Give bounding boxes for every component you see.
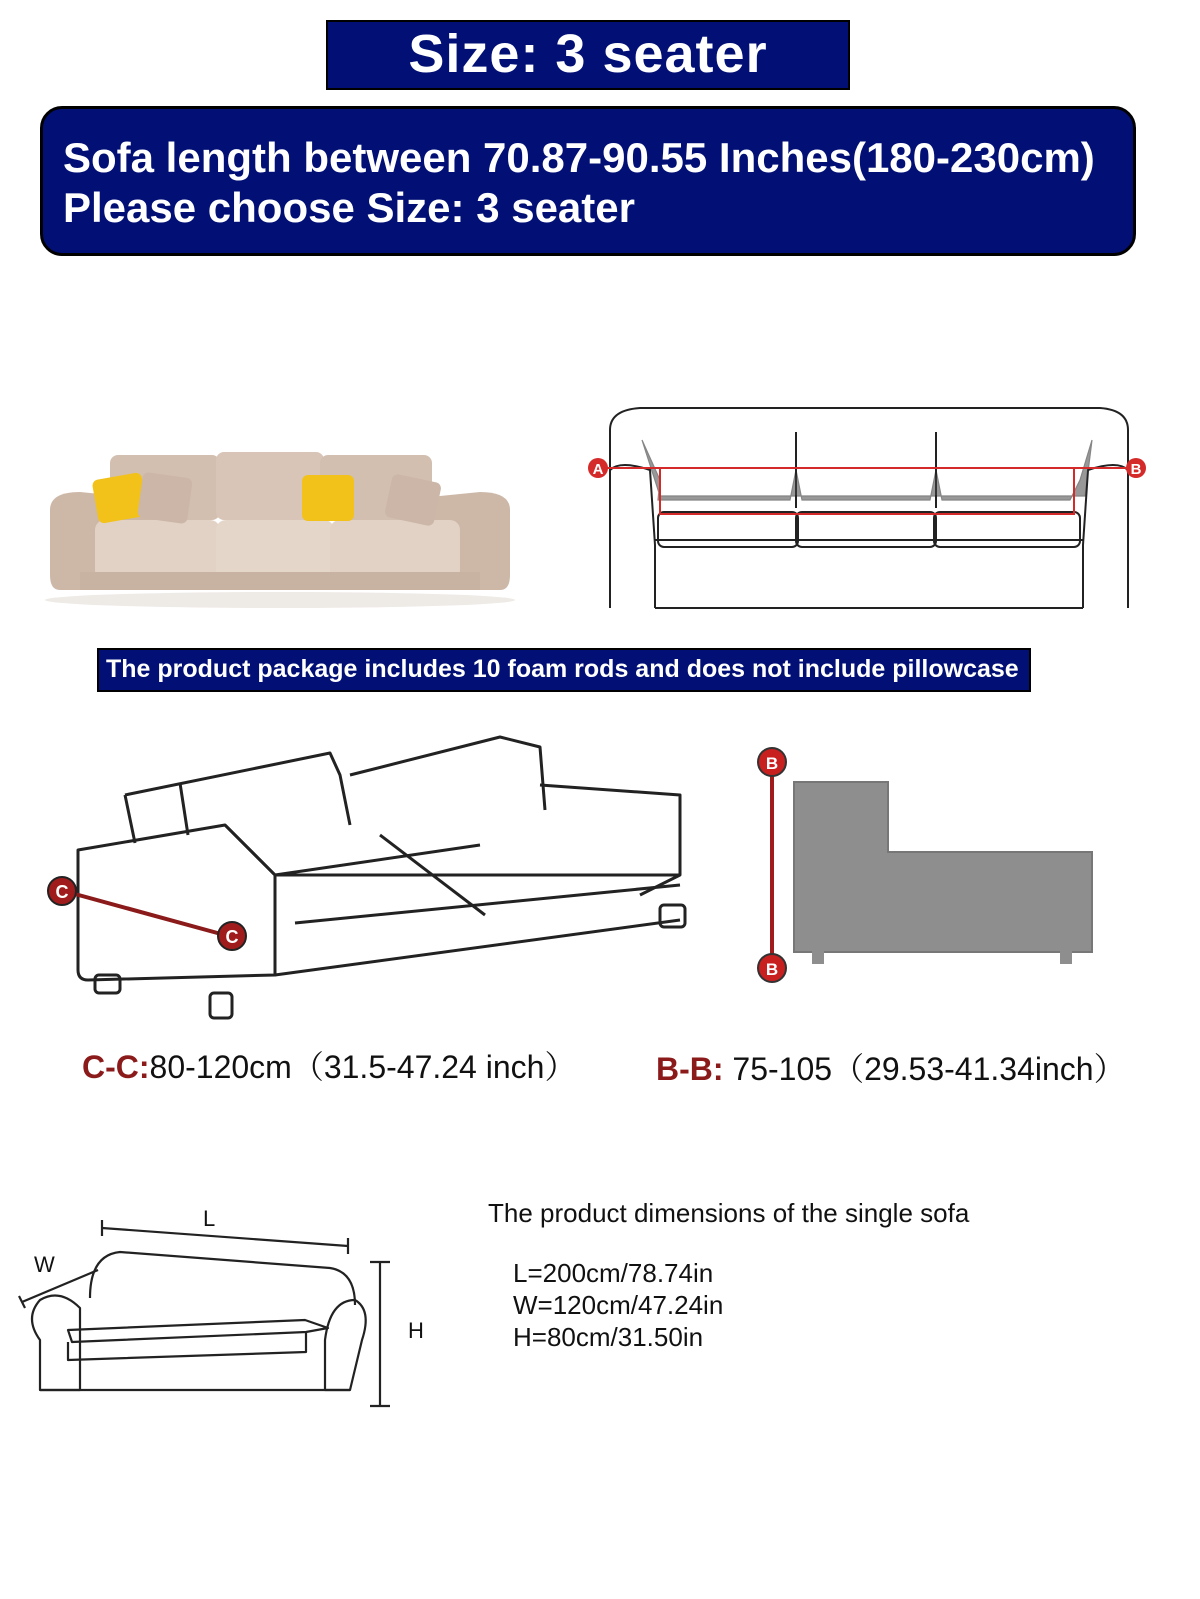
marker-c-left-label: C xyxy=(55,882,69,902)
marker-a-label: A xyxy=(592,461,604,478)
side-profile-diagram xyxy=(750,740,1110,990)
cc-value: 80-120cm（31.5-47.24 inch） xyxy=(149,1049,577,1085)
dimension-height: H=80cm/31.50in xyxy=(513,1322,704,1352)
marker-b-label: B xyxy=(1130,461,1142,478)
cc-measurement xyxy=(82,1042,576,1088)
dimensions-title: The product dimensions of the single sofa xyxy=(488,1198,970,1228)
dimension-width: W=120cm/47.24in xyxy=(513,1290,724,1320)
choose-size-text: Please choose Size: 3 seater xyxy=(63,184,635,231)
bb-value: 75-105（29.53-41.34inch） xyxy=(723,1051,1126,1087)
size-title-banner: Size: 3 seater xyxy=(326,20,850,90)
width-label: W xyxy=(34,1252,55,1277)
height-label: H xyxy=(408,1318,424,1343)
marker-b-bottom-label: B xyxy=(765,960,779,979)
arm-measure-diagram xyxy=(40,725,720,1030)
cc-label: C-C: xyxy=(82,1049,150,1085)
sofa-photo xyxy=(40,440,520,610)
sofa-length-text: Sofa length between 70.87-90.55 Inches(180-230cm) xyxy=(63,134,1095,181)
bb-measurement xyxy=(656,1044,1126,1090)
dimension-diagram xyxy=(10,1200,410,1420)
size-info-banner xyxy=(40,106,1136,256)
package-note-banner: The product package includes 10 foam rods and does not include pillowcase xyxy=(97,648,1031,692)
dimension-length: L=200cm/78.74in xyxy=(513,1258,714,1288)
marker-b-top-label: B xyxy=(765,754,779,773)
length-label: L xyxy=(203,1206,216,1231)
marker-c-right-label: C xyxy=(225,927,239,947)
sofa-gap-diagram xyxy=(580,400,1170,615)
bb-label: B-B: xyxy=(656,1051,724,1087)
